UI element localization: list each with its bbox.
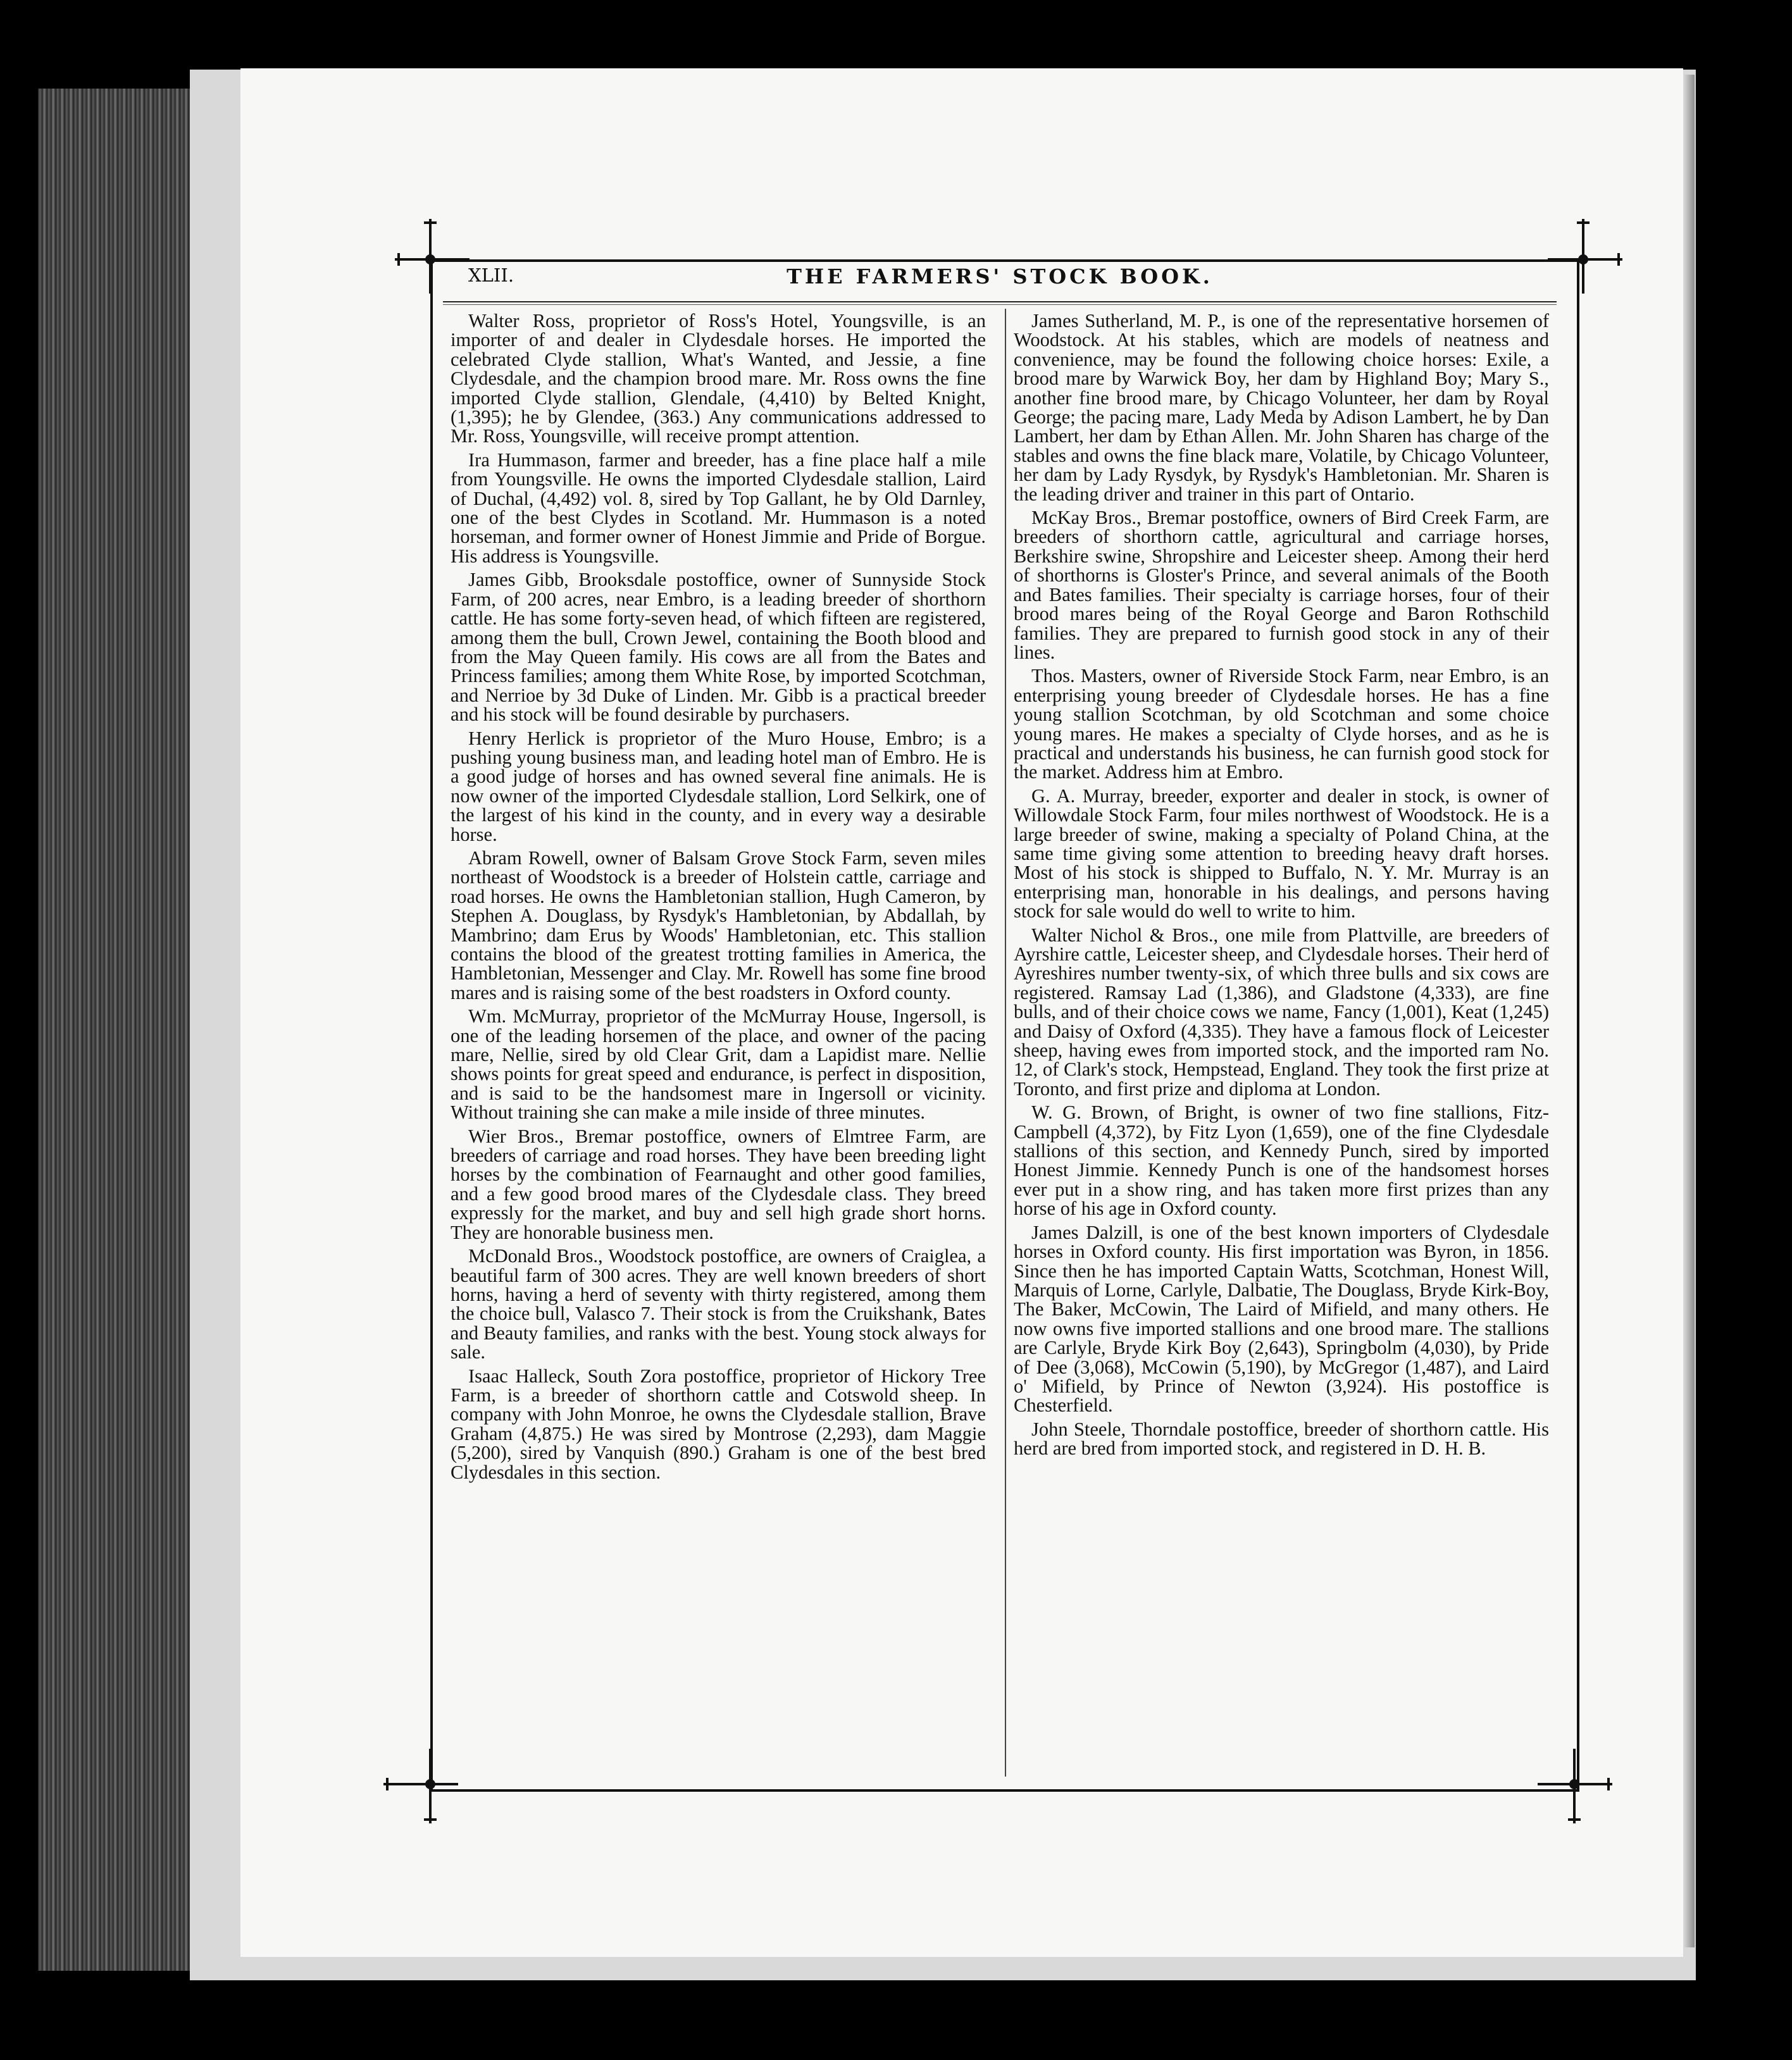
paragraph: McKay Bros., Bremar postoffice, owners of Bird Creek Farm, are breeders of shorthorn cattle, agricultural and carriage horses, Berkshire swine, Shropshire and Leicester sheep. Among their herd of shorthorns is Gloster's Prince, and several animals of the Booth and Bates families. Their specialty is carriage horses, four of their brood mares being of the Royal George and Baron Rothschild families. They are prepared to furnish good stock in any of their lines. (1014, 507, 1549, 663)
paragraph: John Steele, Thorndale postoffice, breeder of shorthorn cattle. His herd are bred from imported stock, and registered in D. H. B. (1014, 1418, 1549, 1460)
running-head-title: THE FARMERS' STOCK BOOK. (787, 264, 1213, 289)
paragraph: McDonald Bros., Woodstock postoffice, are owners of Craiglea, a beautiful farm of 300 acres. They are well known breeders of short horns, having a herd of seventy with thirty registered, among them the choice bull, Valasco 7. Their stock is from the Cruikshank, Bates and Beauty families, and ranks with the best. Young stock always for sale. (451, 1245, 986, 1363)
corner-ornament-top-left-icon (391, 215, 473, 297)
paragraph: Wm. McMurray, proprietor of the McMurray House, Ingersoll, is one of the leading horsemen of the place, and owner of the pacing mare, Nellie, sired by old Clear Grit, dam a Lapidist mare. Nellie shows points for great speed and endurance, is perfect in disposition, and is said to be the handsomest mare in Ingersoll or vicinity. Without training she can make a mile inside of three minutes. (451, 1005, 986, 1124)
corner-ornament-top-right-icon (1544, 215, 1626, 297)
paragraph: Abram Rowell, owner of Balsam Grove Stock Farm, seven miles northeast of Woodstock is a breeder of Holstein cattle, carriage and road horses. He owns the Hambletonian stallion, Hugh Cameron, by Stephen A. Douglass, by Rysdyk's Hambletonian, by Abdallah, by Mambrino; dam Erus by Woods' Hambletonian, etc. This stallion contains the blood of the greatest trotting families in America, the Hambletonian, Messenger and Clay. Mr. Rowell has some fine brood mares and is raising some of the best roadsters in Oxford county. (451, 847, 986, 1003)
paragraph: James Sutherland, M. P., is one of the representative horsemen of Woodstock. At his stables, which are models of neatness and convenience, may be found the following choice horses: Exile, a brood mare by Warwick Boy, her dam by Highland Boy; Mary S., another fine brood mare, by Chicago Volunteer, her dam by Royal George; the pacing mare, Lady Meda by Adison Lambert, he by Dan Lambert, her dam by Ethan Allen. Mr. John Sharen has charge of the stables and owns the fine black mare, Volatile, by Chicago Volunteer, her dam by Lady Rysdyk, by Rysdyk's Hambletonian. Mr. Sharen is the leading driver and trainer in this part of Ontario. (1014, 310, 1549, 505)
paragraph: Walter Nichol & Bros., one mile from Plattville, are breeders of Ayrshire cattle, Leicester sheep, and Clydesdale horses. Their herd of Ayreshires number twenty-six, of which three bulls and six cows are registered. Ramsay Lad (1,386), and Gladstone (4,333), are fine bulls, and of their choice cows we name, Fancy (1,001), Keat (1,245) and Daisy of Oxford (4,335). They have a famous flock of Leicester sheep, having ewes from imported stock, and the imported ram No. 12, of Clark's stock, Hempstead, England. They took the first prize at Toronto, and first prize and diploma at London. (1014, 924, 1549, 1100)
paragraph: James Dalzill, is one of the best known importers of Clydesdale horses in Oxford county. His first importation was Byron, in 1856. Since then he has imported Captain Watts, Scotchman, Honest Will, Marquis of Lorne, Carlyle, Dalbatie, The Douglass, Bryde Kirk-Boy, The Baker, McCowin, The Laird of Mifield, and many others. He now owns five imported stallions and one brood mare. The stallions are Carlyle, Bryde Kirk Boy (2,643), Springbolm (4,030), by Pride of Dee (3,068), McCowin (5,190), by McGregor (1,487), and Laird o' Mifield, by Prince of Newton (3,924). His postoffice is Chesterfield. (1014, 1221, 1549, 1417)
header-rule (443, 301, 1557, 305)
right-text-column (1014, 311, 1549, 1463)
paragraph: Wier Bros., Bremar postoffice, owners of Elmtree Farm, are breeders of carriage and road horses. They have been breeding light horses by the combination of Fearnaught and other good families, and a few good brood mares of the Clydesdale class. They breed expressly for the market, and buy and sell high grade short horns. They are honorable business men. (451, 1125, 986, 1243)
paragraph: Henry Herlick is proprietor of the Muro House, Embro; is a pushing young business man, and leading hotel man of Embro. He is a good judge of horses and has owned several fine animals. He is now owner of the imported Clydesdale stallion, Lord Selkirk, one of the largest of his kind in the county, and in every way a desirable horse. (451, 727, 986, 845)
left-text-column (451, 311, 986, 1486)
paragraph: G. A. Murray, breeder, exporter and dealer in stock, is owner of Willowdale Stock Farm, four miles northwest of Woodstock. He is a large breeder of swine, making a specialty of Poland China, at the same time giving some attention to breeding heavy draft horses. Most of his stock is shipped to Buffalo, N. Y. Mr. Murray is an enterprising man, honorable in his dealings, and persons having stock for sale would do well to write to him. (1014, 785, 1549, 922)
column-divider (1005, 309, 1006, 1777)
paragraph: Isaac Halleck, South Zora postoffice, proprietor of Hickory Tree Farm, is a breeder of shorthorn cattle and Cotswold sheep. In company with John Monroe, he owns the Clydesdale stallion, Brave Graham (4,875.) He was sired by Montrose (2,293), dam Maggie (5,200), sired by Vanquish (890.) Graham is one of the best bred Clydesdales in this section. (451, 1365, 986, 1483)
paragraph: James Gibb, Brooksdale postoffice, owner of Sunnyside Stock Farm, of 200 acres, near Embro, is a leading breeder of shorthorn cattle. He has some forty-seven head, of which fifteen are registered, among them the bull, Crown Jewel, containing the Booth blood and from the May Queen family. His cows are all from the Bates and Princess families; among them White Rose, by imported Scotchman, and Nerrioe by 3d Duke of Linden. Mr. Gibb is a practical breeder and his stock will be found desirable by purchasers. (451, 569, 986, 726)
page-stack-edge (1683, 75, 1695, 1947)
paragraph: Walter Ross, proprietor of Ross's Hotel, Youngsville, is an importer of and dealer in Clydesdale horses. He imported the celebrated Clyde stallion, What's Wanted, and Jessie, a fine Clydesdale, and the champion brood mare. Mr. Ross owns the fine imported Clyde stallion, Glendale, (4,410) by Belted Knight, (1,395); he by Glendee, (363.) Any communications addressed to Mr. Ross, Youngsville, will receive prompt attention. (451, 310, 986, 447)
corner-ornament-bottom-left-icon (380, 1745, 462, 1827)
paragraph: Ira Hummason, farmer and breeder, has a fine place half a mile from Youngsville. He owns the imported Clydesdale stallion, Laird of Duchal, (4,492) vol. 8, sired by Top Gallant, he by Old Darnley, one of the best Clydes in Scotland. Mr. Hummason is a noted horseman, and former owner of Honest Jimmie and Pride of Borgue. His address is Youngsville. (451, 449, 986, 567)
page-number: XLII. (468, 264, 514, 286)
paragraph: W. G. Brown, of Bright, is owner of two fine stallions, Fitz-Campbell (4,372), by Fitz Lyon (1,659), one of the fine Clydesdale stallions of this section, and Kennedy Punch, sired by imported Honest Jimmie. Kennedy Punch is one of the handsomest horses ever put in a show ring, and has taken more first prizes than any horse of his age in Oxford county. (1014, 1101, 1549, 1220)
paragraph: Thos. Masters, owner of Riverside Stock Farm, near Embro, is an enterprising young breeder of Clydesdale horses. He has a fine young stallion Scotchman, by old Scotchman and some choice young mares. He makes a specialty of Clyde horses, and as he is practical and understands his business, he can furnish good stock for the market. Address him at Embro. (1014, 665, 1549, 783)
corner-ornament-bottom-right-icon (1534, 1745, 1616, 1827)
